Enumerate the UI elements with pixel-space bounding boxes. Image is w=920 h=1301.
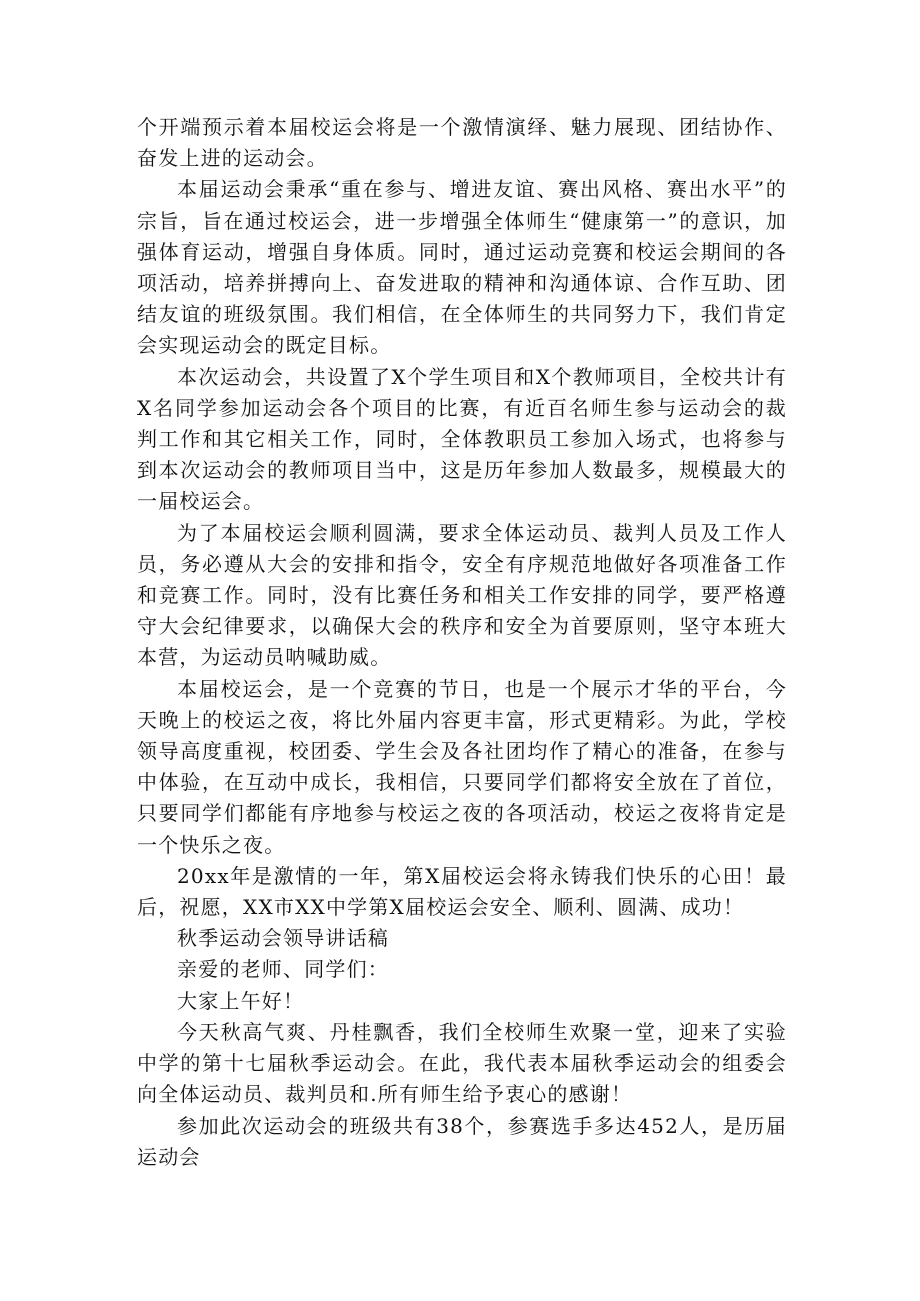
paragraph: 个开端预示着本届校运会将是一个激情演绎、魅力展现、团结协作、奋发上进的运动会。 bbox=[137, 115, 787, 171]
paragraph: 本届校运会，是一个竞赛的节日，也是一个展示才华的平台，今天晚上的校运之夜，将比外届内容更丰富，形式更精彩。为此，学校领导高度重视，校团委、学生会及各社团均作了精心的准备，在参与中体验，在互动中成长，我相信，只要同学们都将安全放在了首位，只要同学们都能有序地参与校运之夜的各项活动，校运之夜将肯定是一个快乐之夜。 bbox=[137, 676, 787, 857]
greeting: 大家上午好！ bbox=[177, 988, 305, 1013]
paragraph: 本次运动会，共设置了X个学生项目和X个教师项目，全校共计有X名同学参加运动会各个项目的比赛，有近百名师生参与运动会的裁判工作和其它相关工作，同时，全体教职员工参加入场式，也将参与到本次运动会的教师项目当中，这是历年参加人数最多，规模最大的一届校运会。 bbox=[137, 364, 787, 514]
paragraph: 本届运动会秉承“重在参与、增进友谊、赛出风格、赛出水平”的宗旨，旨在通过校运会，进一步增强全体师生“健康第一”的意识，加强体育运动，增强自身体质。同时，通过运动竞赛和校运会期间的各项活动，培养拼搏向上、奋发进取的精神和沟通体谅、合作互助、团结友谊的班级氛围。我们相信，在全体师生的共同努力下，我们肯定会实现运动会的既定目标。 bbox=[137, 177, 787, 358]
paragraph: 为了本届校运会顺利圆满，要求全体运动员、裁判人员及工作人员，务必遵从大会的安排和指令，安全有序规范地做好各项准备工作和竞赛工作。同时，没有比赛任务和相关工作安排的同学，要严格遵守大会纪律要求，以确保大会的秩序和安全为首要原则，坚守本班大本营，为运动员呐喊助威。 bbox=[137, 520, 787, 670]
salutation: 亲爱的老师、同学们： bbox=[177, 957, 389, 982]
paragraph: 参加此次运动会的班级共有38个，参赛选手多达452人，是历届运动会 bbox=[137, 1113, 787, 1169]
paragraph: 20xx年是激情的一年，第X届校运会将永铸我们快乐的心田！最后，祝愿，XX市XX中学第X届校运会安全、顺利、圆满、成功！ bbox=[137, 863, 787, 920]
paragraph: 今天秋高气爽、丹桂飘香，我们全校师生欢聚一堂，迎来了实验中学的第十七届秋季运动会。在此，我代表本届秋季运动会的组委会向全体运动员、裁判员和.所有师生给予衷心的感谢！ bbox=[137, 1019, 787, 1107]
speech-title: 秋季运动会领导讲话稿 bbox=[177, 926, 389, 951]
document-body bbox=[137, 112, 787, 1173]
